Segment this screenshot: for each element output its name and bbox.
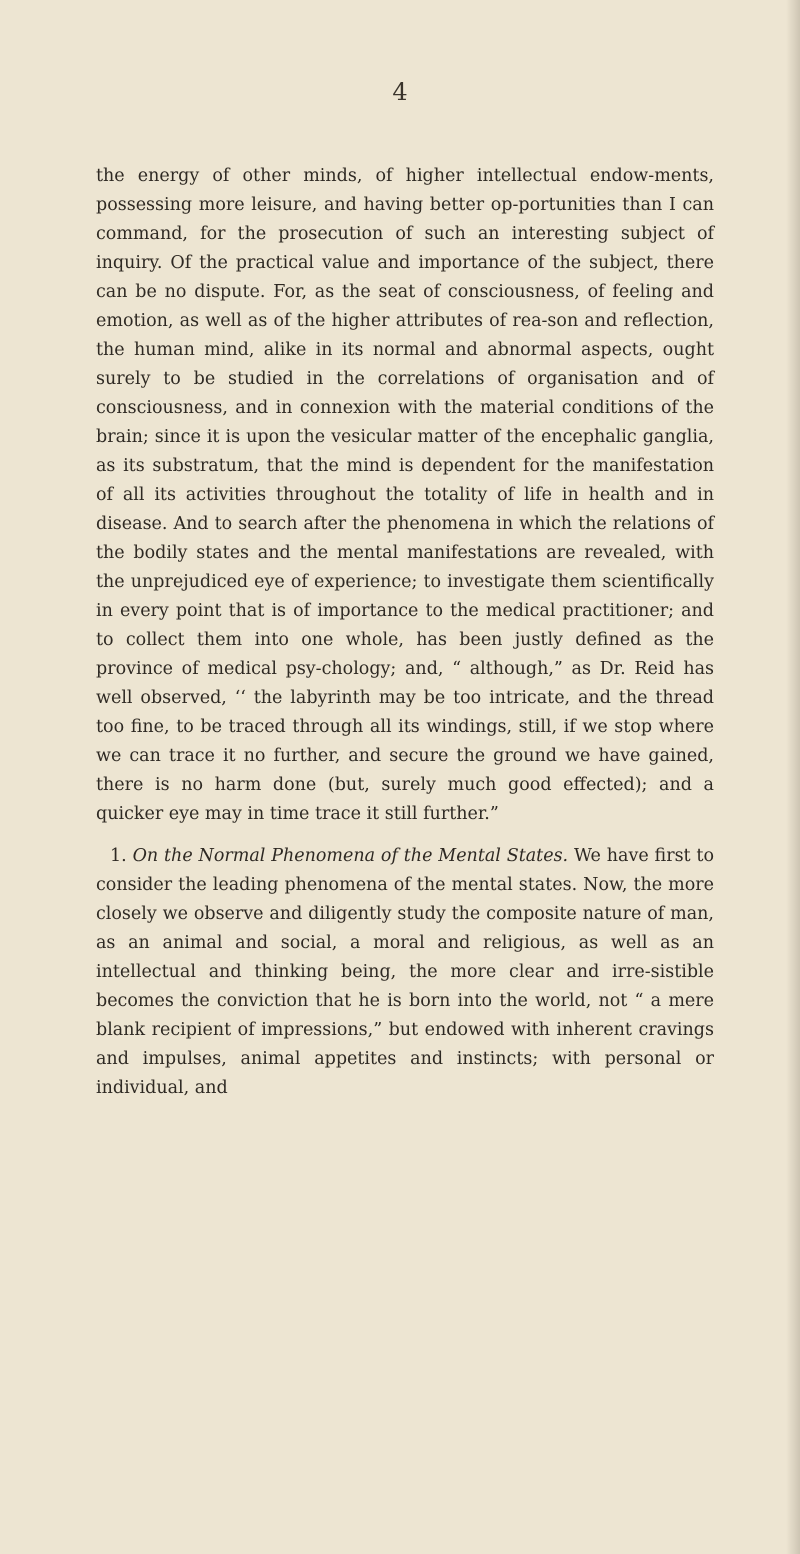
paragraph-one: the energy of other minds, of higher intellectual endow-ments, possessing more leisure, and having better op-portunities than I can command, for the prosecution of such an interesting subject of inquiry. Of the practical value and importance of the subject, there can be no dispute. For, as the seat of consciousness, of feeling and emotion, as well as of the higher attributes of rea-son and reflection, the human mind, alike in its normal and abnormal aspects, ought surely to be studied in the correlations of organisation and of consciousness, and in connexion with the material conditions of the brain; since it is upon the vesicular matter of the encephalic ganglia, as its substratum, that the mind is dependent for the manifestation of all its activities throughout the totality of life in health and in disease. And to search after the phenomena in which the relations of the bodily states and the mental manifestations are revealed, with the unprejudiced eye of experience; to investigate them scientifically in every point that is of importance to the medical practitioner; and to collect them into one whole, has been justly defined as the province of medical psy-chology; and, “ although,” as Dr. Reid has well observed, ‘‘ the labyrinth may be too intricate, and the thread too fine, to be traced through all its windings, still, if we stop where we can trace it no further, and secure the ground we have gained, there is no harm done (but, surely much good effected); and a quicker eye may in time trace it still further.” [96, 166, 714, 824]
section-number: 1. [110, 846, 127, 866]
section-heading: On the Normal Phenomena of the Mental States. [132, 846, 569, 866]
paragraph-two-text: We have first to consider the leading phenomena of the mental states. Now, the more closely we observe and diligently study the composite nature of man, as an animal and social, a moral and religious, as well as an intellectual and thinking being, the more clear and irre-sistible becomes the conviction that he is born into the world, not “ a mere blank recipient of impressions,” but endowed with inherent cravings and impulses, animal appetites and instincts; with personal or individual, and [96, 846, 714, 1098]
page-edge-shadow [786, 0, 800, 1554]
body-text [96, 162, 714, 1103]
page-number: 4 [392, 78, 408, 106]
paragraph-two [96, 842, 714, 1103]
